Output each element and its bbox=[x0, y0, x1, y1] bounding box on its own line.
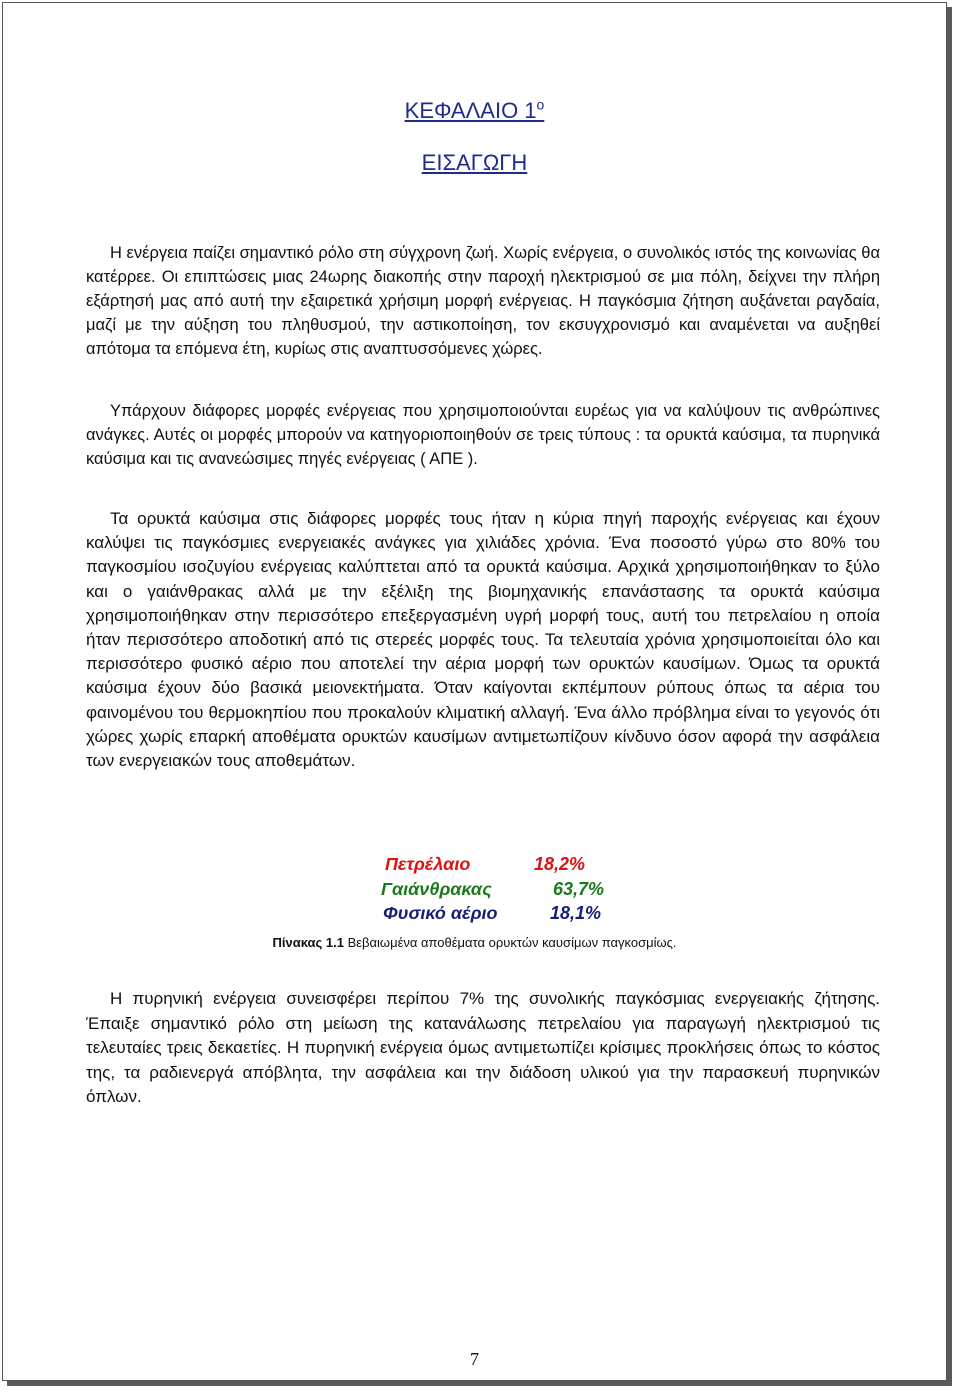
paragraph-intro: Η ενέργεια παίζει σημαντικό ρόλο στη σύγχρονη ζωή. Χωρίς ενέργεια, ο συνολικός ιστός της κοινωνίας θα κατέρρεε. Οι επιπτώσεις μιας 24ωρης διακοπής στην παροχή ηλεκτρισμού σε μια πόλη, δείχνει την πλήρη εξάρτησή μας από αυτή την εξαιρετικά χρήσιμη μορφή ενέργειας. Η παγκόσμια ζήτηση αυξάνεται ραγδαία, μαζί με την αύξηση του πληθυσμού, την αστικοποίηση, τον εκσυγχρονισμό και αναμένεται να αυξηθεί απότομα τα επόμενα έτη, κυρίως στις αναπτυσσόμενες χώρες. bbox=[86, 244, 880, 358]
fuel-row-gas bbox=[379, 903, 604, 928]
paragraph-nuclear: Η πυρηνική ενέργεια συνεισφέρει περίπου 7% της συνολικής παγκόσμιας ενεργειακής ζήτησης. Έπαιξε σημαντικό ρόλο στη μείωση της κατανάλωσης πετρελαίου για παραγωγή ηλεκτρισμού τις τελευταίες τρεις δεκαετίες. Η πυρηνική ενέργεια όμως αντιμετωπίζει κρίσιμες προκλήσεις όπως το κόστος της, τα ραδιενεργά απόβλητα, την ασφάλεια και την διάδοση υλικού για την παρασκευή πυρηνικών όπλων. bbox=[86, 989, 880, 1106]
chapter-subtitle: ΕΙΣΑΓΩΓΗ bbox=[421, 150, 528, 175]
chapter-superscript: ο bbox=[536, 96, 545, 113]
fuel-name: Γαιάνθρακας bbox=[381, 878, 492, 899]
fuel-value: 18,2% bbox=[534, 854, 586, 874]
paragraph-energy-forms: Υπάρχουν διάφορες μορφές ενέργειας που χρησιμοποιούνται ευρέως για να καλύψουν τις ανθρώπινες ανάγκες. Αυτές οι μορφές μπορούν να κατηγοριοποιηθούν σε τρεις τύπους : τα ορυκτά καύσιμα, τα πυρηνικά καύσιμα και τις ανανεώσιμες πηγές ενέργειας ( ΑΠΕ ). bbox=[86, 402, 880, 468]
fuel-name: Πετρέλαιο bbox=[385, 854, 471, 874]
document-page bbox=[2, 2, 947, 1381]
fuel-row-oil bbox=[379, 854, 604, 879]
fuel-value: 18,1% bbox=[550, 903, 602, 923]
caption-text: Βεβαιωμένα αποθέματα ορυκτών καυσίμων παγκοσμίως. bbox=[343, 935, 677, 950]
chapter-title: ΚΕΦΑΛΑΙΟ $1^o$ bbox=[404, 96, 545, 123]
table-caption bbox=[3, 935, 946, 950]
caption-label: Πίνακας 1.1 bbox=[272, 935, 344, 950]
fuel-name: Φυσικό αέριο bbox=[383, 903, 498, 923]
fuel-row-coal bbox=[379, 879, 604, 904]
page-number: 7 bbox=[470, 1349, 479, 1369]
fuel-value: 63,7% bbox=[553, 878, 605, 899]
paragraph-fossil-fuels: Τα ορυκτά καύσιμα στις διάφορες μορφές τους ήταν η κύρια πηγή παροχής ενέργειας και έχουν καλύψει τις παγκόσμιες ενεργειακές ανάγκες για χιλιάδες χρόνια. Ένα ποσοστό γύρω στο 80% του παγκοσμίου ισοζυγίου ενέργειας καλύπτεται από τα ορυκτά καύσιμα. Αρχικά χρησιμοποιήθηκαν το ξύλο και ο γαιάνθρακας αλλά με την εξέλιξη της βιομηχανικής επανάστασης τα ορυκτά καύσιμα χρησιμοποιήθηκαν στην περισσότερο επεξεργασμένη υγρή μορφή τους, αυτή του πετρελαίου η οποία ήταν περισσότερο αποδοτική από τις στερεές μορφές τους. Τα τελευταία χρόνια χρησιμοποιείται όλο και περισσότερο φυσικό αέριο που αποτελεί την αέρια μορφή των ορυκτών καυσίμων. Όμως τα ορυκτά καύσιμα έχουν δύο βασικά μειονεκτήματα. Όταν καίγονται εκπέμπουν ρύπους όπως τα αέρια του φαινομένου του θερμοκηπίου που προκαλούν κλιματική αλλαγή. Ένα άλλο πρόβλημα είναι το γεγονός ότι χώρες χωρίς επαρκή αποθέματα ορυκτών καυσίμων αντιμετωπίζουν κίνδυνο όσον αφορά την ασφάλεια των ενεργειακών τους αποθεμάτων. bbox=[86, 509, 880, 771]
fuel-reserves-table bbox=[379, 854, 604, 928]
